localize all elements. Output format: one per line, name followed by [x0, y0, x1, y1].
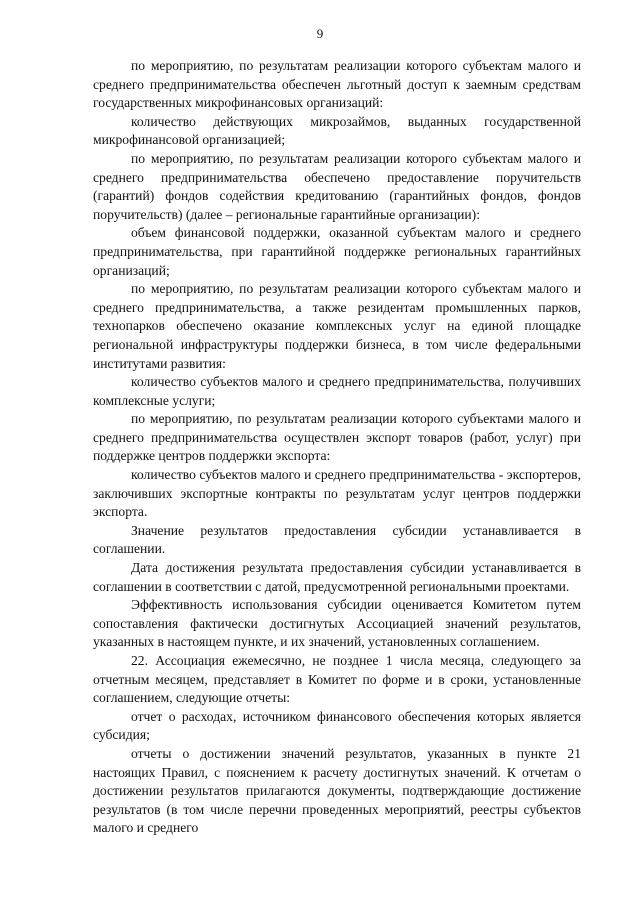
paragraph-result-date: Дата достижения результата предоставления субсидии устанавливается в соглашении в соответствии с датой, предусмотренной региональными проектами.: [93, 560, 581, 594]
paragraph-measure-microfinance-access: по мероприятию, по результатам реализации которого субъектам малого и среднего предпринимательства обеспечен льготный доступ к заемным средствам государственных микрофинансовых организаций:: [93, 58, 581, 111]
paragraph-measure-complex-services: по мероприятию, по результатам реализации которого субъектам малого и среднего предпринимательства, а также резидентам промышленных парков, технопарков обеспечено оказание комплексных услуг на единой площадке региональной инфраструктуры поддержки бизнеса, в том числе федеральными институтами развития:: [93, 281, 581, 371]
paragraph-expense-report: отчет о расходах, источником финансового обеспечения которых является субсидия;: [93, 708, 581, 743]
paragraph-complex-services-count: количество субъектов малого и среднего предпринимательства, получивших комплексные услуги;: [93, 374, 581, 408]
paragraph-financial-support-volume: объем финансовой поддержки, оказанной субъектам малого и среднего предпринимательства, при гарантийной поддержке региональных гарантийных организаций;: [93, 225, 581, 278]
paragraph-measure-export: по мероприятию, по результатам реализации которого субъектами малого и среднего предпринимательства осуществлен экспорт товаров (работ, услуг) при поддержке центров поддержки экспорта:: [93, 411, 581, 464]
paragraph-results-report: отчеты о достижении значений результатов, указанных в пункте 21 настоящих Правил, с пояснением к расчету достигнутых значений. К отчетам о достижении результатов прилагаются документы, подтверждающие достижение результатов (в том числе перечни проведенных мероприятий, реестры субъектов малого и среднего: [93, 745, 581, 836]
paragraph-measure-guarantees: по мероприятию, по результатам реализации которого субъектам малого и среднего предпринимательства обеспечено предоставление поручительств (гарантий) фондов содействия кредитованию (гарантийных фондов, фондов поручительств) (далее – региональные гарантийные организации):: [93, 150, 581, 222]
paragraph-microloans-count: количество действующих микрозаймов, выданных государственной микрофинансовой организацией;: [93, 113, 581, 148]
page-number: 9: [316, 26, 324, 41]
paragraph-result-values: Значение результатов предоставления субсидии устанавливается в соглашении.: [93, 522, 581, 557]
paragraph-exporters-count: количество субъектов малого и среднего предпринимательства - экспортеров, заключивших экспортные контракты по результатам услуг центров поддержки экспорта.: [93, 467, 581, 520]
document-body: [93, 57, 581, 838]
paragraph-clause-22-reports: 22. Ассоциация ежемесячно, не позднее 1 числа месяца, следующего за отчетным месяцем, представляет в Комитет по форме и в сроки, установленные соглашением, следующие отчеты:: [93, 653, 581, 706]
paragraph-efficiency-evaluation: Эффективность использования субсидии оценивается Комитетом путем сопоставления фактически достигнутых Ассоциацией значений результатов, указанных в настоящем пункте, и их значений, установленных соглашением.: [93, 597, 581, 650]
